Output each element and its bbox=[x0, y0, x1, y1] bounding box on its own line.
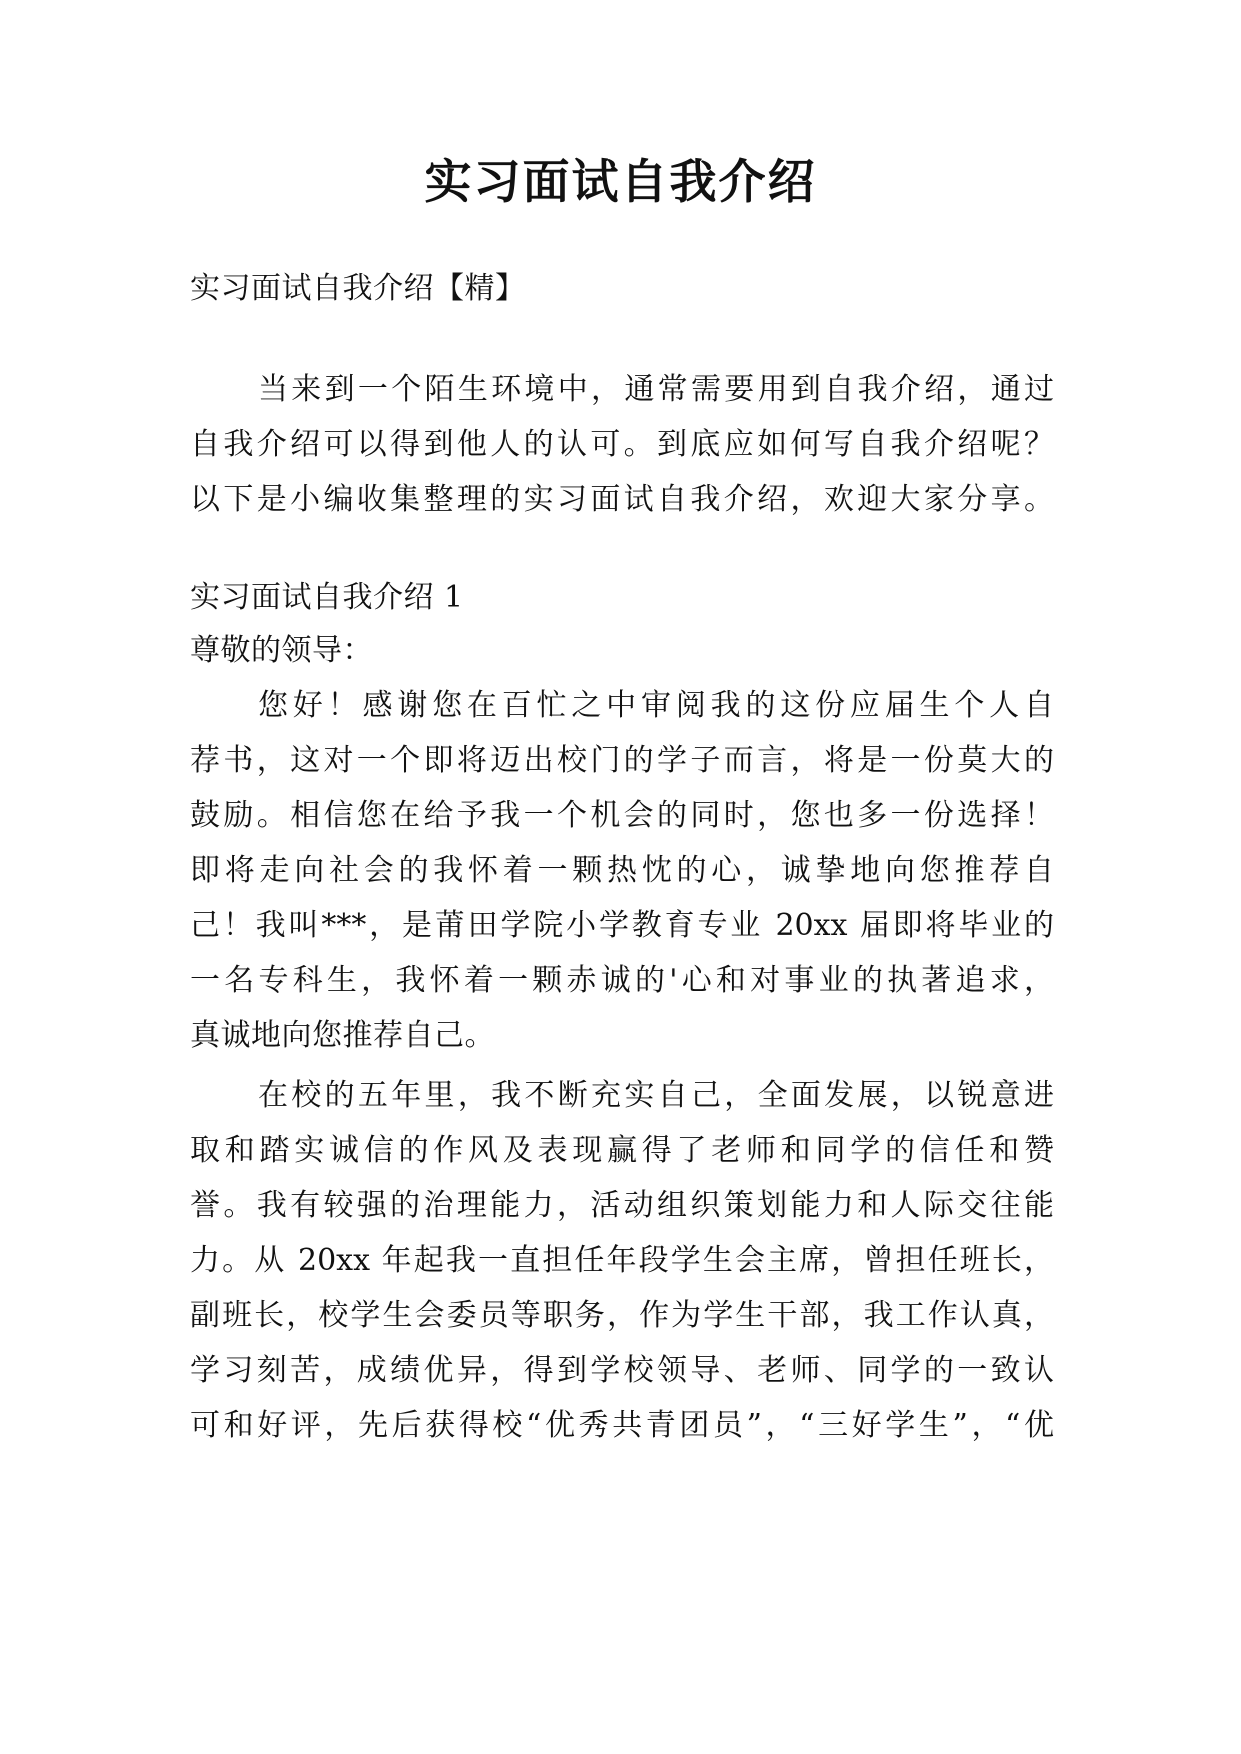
paragraph-line: 真诚地向您推荐自己。 bbox=[190, 1018, 495, 1053]
paragraph-line: 一名专科生，我怀着一颗赤诚的'心和对事业的执著追求， bbox=[190, 963, 1054, 998]
section-heading: 实习面试自我介绍 1 bbox=[190, 580, 464, 615]
paragraph-line: 可和好评，先后获得校“优秀共青团员”，“三好学生”，“优 bbox=[190, 1408, 1054, 1443]
document-title: 实习面试自我介绍 bbox=[424, 155, 817, 210]
document-subtitle: 实习面试自我介绍【精】 bbox=[190, 271, 526, 306]
paragraph-line: 鼓励。相信您在给予我一个机会的同时，您也多一份选择！ bbox=[190, 798, 1054, 833]
paragraph-line: 誉。我有较强的治理能力，活动组织策划能力和人际交往能 bbox=[190, 1188, 1054, 1223]
paragraph-line: 学习刻苦，成绩优异，得到学校领导、老师、同学的一致认 bbox=[190, 1353, 1054, 1388]
intro-line: 当来到一个陌生环境中，通常需要用到自我介绍，通过 bbox=[258, 372, 1054, 407]
paragraph-line: 副班长，校学生会委员等职务，作为学生干部，我工作认真， bbox=[190, 1298, 1054, 1333]
paragraph-line: 取和踏实诚信的作风及表现赢得了老师和同学的信任和赞 bbox=[190, 1133, 1054, 1168]
intro-line: 自我介绍可以得到他人的认可。到底应如何写自我介绍呢？ bbox=[190, 427, 1054, 462]
intro-line: 以下是小编收集整理的实习面试自我介绍，欢迎大家分享。 bbox=[190, 482, 1054, 517]
paragraph-line: 力。从 20xx 年起我一直担任年段学生会主席，曾担任班长， bbox=[190, 1243, 1054, 1278]
paragraph-line: 己！我叫***，是莆田学院小学教育专业 20xx 届即将毕业的 bbox=[190, 908, 1054, 943]
paragraph-line: 您好！感谢您在百忙之中审阅我的这份应届生个人自 bbox=[258, 688, 1054, 723]
paragraph-line: 荐书，这对一个即将迈出校门的学子而言，将是一份莫大的 bbox=[190, 743, 1054, 778]
paragraph-line: 即将走向社会的我怀着一颗热忱的心，诚挚地向您推荐自 bbox=[190, 853, 1054, 888]
salutation: 尊敬的领导： bbox=[190, 633, 373, 668]
paragraph-line: 在校的五年里，我不断充实自己，全面发展，以锐意进 bbox=[258, 1078, 1054, 1113]
